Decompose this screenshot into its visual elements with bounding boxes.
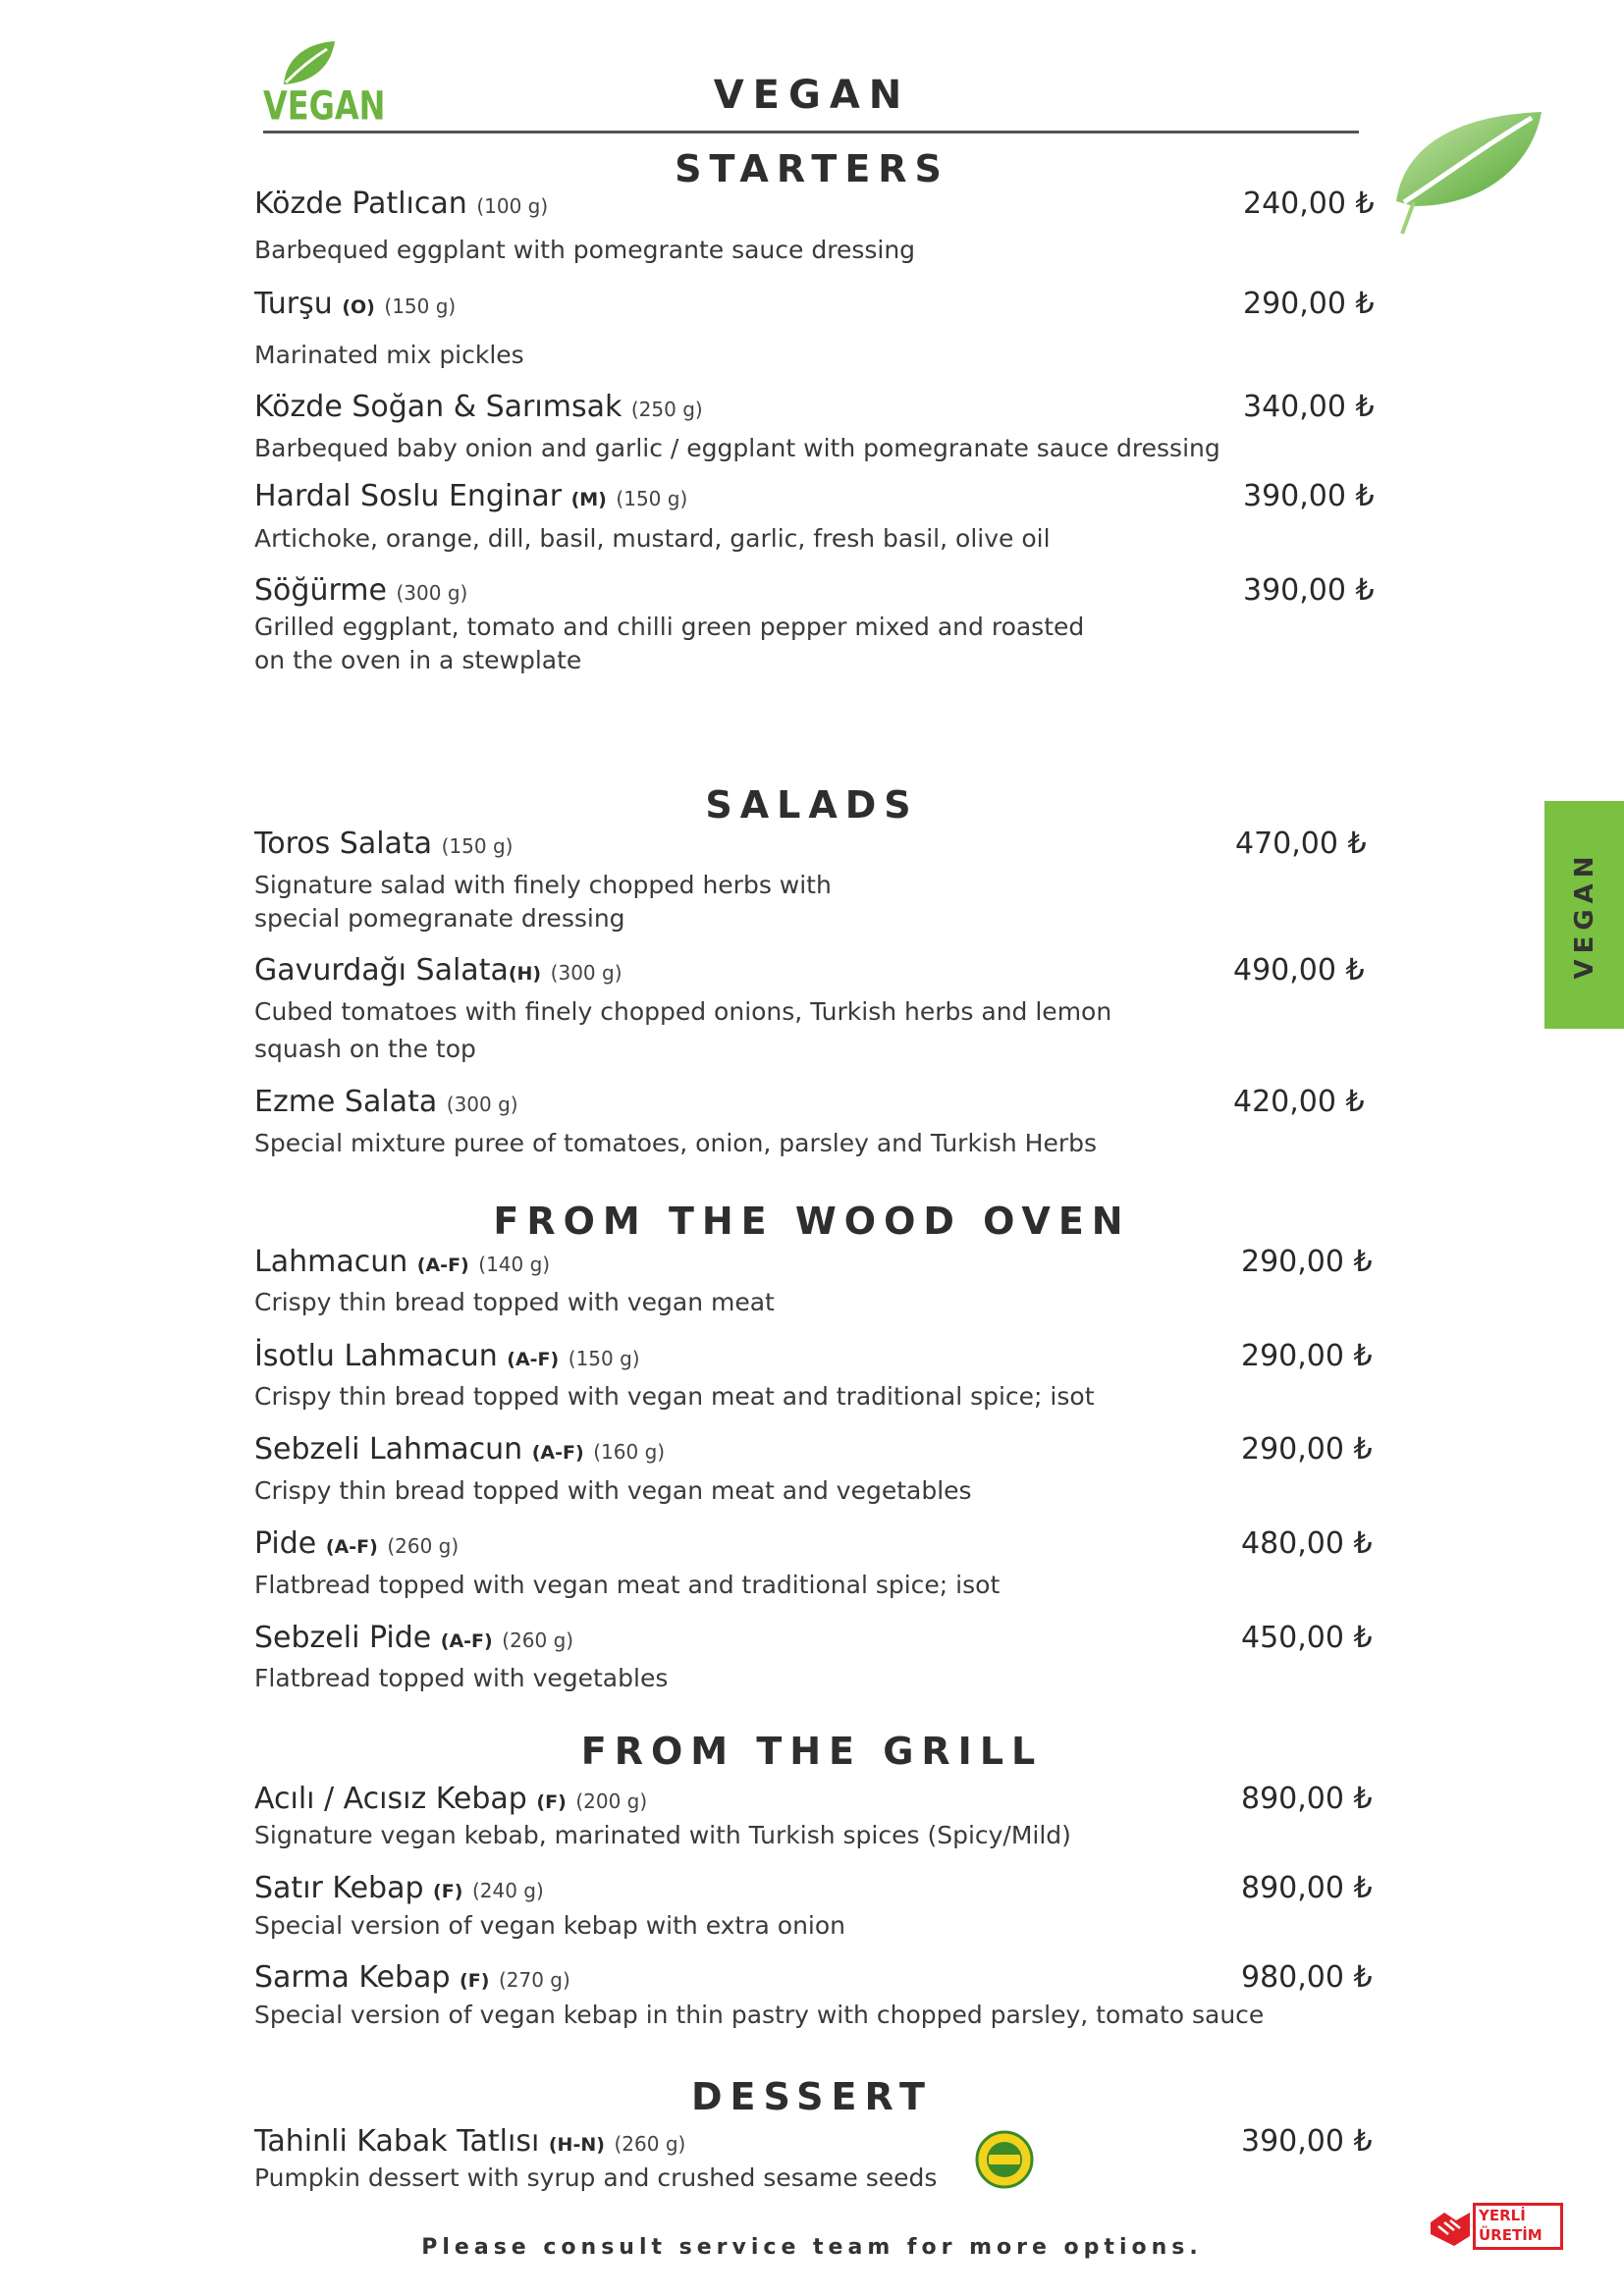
allergen-code: (O) — [342, 296, 375, 318]
item-weight: (240 g) — [471, 1879, 544, 1902]
quality-seal-icon — [975, 2130, 1034, 2189]
item-price: 890,00 ₺ — [1241, 1782, 1373, 1816]
item-price: 240,00 ₺ — [1243, 187, 1375, 221]
item-desc: Flatbread topped with vegan meat and traditional spice; isot — [254, 1571, 1001, 1599]
item-price: 290,00 ₺ — [1241, 1339, 1373, 1373]
item-name: Tahinli Kabak Tatlısı — [254, 2124, 540, 2159]
item-price: 420,00 ₺ — [1233, 1085, 1365, 1119]
item-desc: Special mixture puree of tomatoes, onion, parsley and Turkish Herbs — [254, 1129, 1098, 1157]
section-title-salads: SALADS — [705, 783, 919, 827]
item-price: 390,00 ₺ — [1241, 2124, 1373, 2159]
item-weight: (150 g) — [616, 487, 688, 510]
footer-note: Please consult service team for more options. — [421, 2235, 1203, 2260]
allergen-code: (F) — [536, 1791, 567, 1813]
item-desc: Artichoke, orange, dill, basil, mustard, garlic, fresh basil, olive oil — [254, 524, 1051, 553]
item-weight: (150 g) — [568, 1347, 640, 1370]
section-title-grill: FROM THE GRILL — [580, 1730, 1044, 1773]
item-desc: Barbequed baby onion and garlic / eggplant with pomegranate sauce dressing — [254, 434, 1220, 462]
allergen-code: (A-F) — [416, 1255, 469, 1276]
item-weight: (140 g) — [478, 1253, 551, 1276]
allergen-code: (H-N) — [548, 2134, 605, 2156]
item-desc: Cubed tomatoes with finely chopped onions, Turkish herbs and lemon — [254, 997, 1112, 1026]
item-price: 290,00 ₺ — [1241, 1432, 1373, 1467]
item-desc: Crispy thin bread topped with vegan meat — [254, 1288, 775, 1316]
item-name: Sarma Kebap — [254, 1960, 451, 1995]
section-title-wood-oven: FROM THE WOOD OVEN — [493, 1200, 1131, 1243]
item-desc: Flatbread topped with vegetables — [254, 1664, 669, 1692]
item-desc: Signature vegan kebab, marinated with Turkish spices (Spicy/Mild) — [254, 1821, 1071, 1849]
item-name: Turşu — [254, 287, 333, 321]
item-desc: Special version of vegan kebap with extra onion — [254, 1911, 846, 1940]
item-weight: (260 g) — [387, 1534, 460, 1558]
item-name: İsotlu Lahmacun — [254, 1339, 498, 1373]
item-weight: (150 g) — [384, 294, 457, 318]
item-name: Acılı / Acısız Kebap — [254, 1782, 527, 1816]
section-title-starters: STARTERS — [675, 147, 949, 190]
allergen-code: (A-F) — [507, 1349, 560, 1370]
yerli-badge-line1: YERLİ — [1479, 2207, 1526, 2224]
item-desc: Marinated mix pickles — [254, 341, 524, 369]
item-name: Pide — [254, 1526, 317, 1561]
allergen-code: (F) — [433, 1881, 463, 1902]
item-desc: Special version of vegan kebap in thin pastry with chopped parsley, tomato sauce — [254, 2001, 1265, 2029]
page-title: VEGAN — [713, 73, 911, 118]
item-name: Közde Soğan & Sarımsak — [254, 390, 623, 424]
item-desc: Crispy thin bread topped with vegan meat and traditional spice; isot — [254, 1382, 1095, 1411]
item-weight: (300 g) — [550, 961, 623, 985]
item-price: 490,00 ₺ — [1233, 953, 1365, 988]
item-desc: Barbequed eggplant with pomegrante sauce dressing — [254, 236, 916, 264]
item-weight: (260 g) — [614, 2132, 686, 2156]
item-weight: (260 g) — [502, 1629, 574, 1652]
side-tab-label: VEGAN — [1569, 850, 1599, 980]
item-desc: squash on the top — [254, 1035, 476, 1063]
item-weight: (270 g) — [498, 1968, 570, 1992]
item-name: Közde Patlıcan — [254, 187, 467, 221]
item-weight: (100 g) — [476, 194, 549, 218]
item-price: 390,00 ₺ — [1243, 479, 1375, 513]
item-name: Ezme Salata — [254, 1085, 438, 1119]
allergen-code: (H) — [508, 963, 542, 985]
item-name: Sebzeli Pide — [254, 1621, 432, 1655]
item-price: 390,00 ₺ — [1243, 573, 1375, 608]
allergen-code: (A-F) — [531, 1442, 584, 1464]
item-price: 340,00 ₺ — [1243, 390, 1375, 424]
item-desc: Grilled eggplant, tomato and chilli green pepper mixed and roasted — [254, 613, 1085, 641]
item-weight: (160 g) — [593, 1440, 666, 1464]
item-name: Hardal Soslu Enginar — [254, 479, 563, 513]
side-tab-vegan[interactable] — [1544, 801, 1624, 1029]
item-name: Lahmacun — [254, 1245, 408, 1279]
item-name: Toros Salata — [254, 827, 433, 861]
item-name: Sebzeli Lahmacun — [254, 1432, 523, 1467]
item-desc: Crispy thin bread topped with vegan meat and vegetables — [254, 1476, 972, 1505]
item-desc: Pumpkin dessert with syrup and crushed sesame seeds — [254, 2163, 938, 2192]
item-desc: special pomegranate dressing — [254, 904, 625, 933]
item-weight: (250 g) — [630, 398, 703, 421]
item-price: 290,00 ₺ — [1243, 287, 1375, 321]
allergen-code: (F) — [460, 1970, 490, 1992]
item-name: Gavurdağı Salata — [254, 953, 509, 988]
item-price: 980,00 ₺ — [1241, 1960, 1373, 1995]
item-weight: (300 g) — [446, 1093, 518, 1116]
handshake-icon — [1427, 2203, 1474, 2250]
section-title-dessert: DESSERT — [691, 2075, 933, 2118]
item-desc: on the oven in a stewplate — [254, 646, 582, 674]
item-desc: Signature salad with finely chopped herbs with — [254, 871, 832, 899]
item-name: Satır Kebap — [254, 1871, 424, 1905]
item-name: Söğürme — [254, 573, 387, 608]
item-weight: (200 g) — [575, 1789, 648, 1813]
allergen-code: (A-F) — [325, 1536, 378, 1558]
allergen-code: (A-F) — [440, 1630, 493, 1652]
item-price: 450,00 ₺ — [1241, 1621, 1373, 1655]
item-price: 470,00 ₺ — [1235, 827, 1367, 861]
item-price: 890,00 ₺ — [1241, 1871, 1373, 1905]
title-divider — [263, 131, 1359, 133]
item-price: 290,00 ₺ — [1241, 1245, 1373, 1279]
item-weight: (150 g) — [441, 834, 514, 858]
item-weight: (300 g) — [396, 581, 468, 605]
yerli-badge-line2: ÜRETİM — [1479, 2226, 1543, 2244]
vegan-logo-text: VEGAN — [263, 82, 386, 130]
allergen-code: (M) — [570, 489, 607, 510]
item-price: 480,00 ₺ — [1241, 1526, 1373, 1561]
